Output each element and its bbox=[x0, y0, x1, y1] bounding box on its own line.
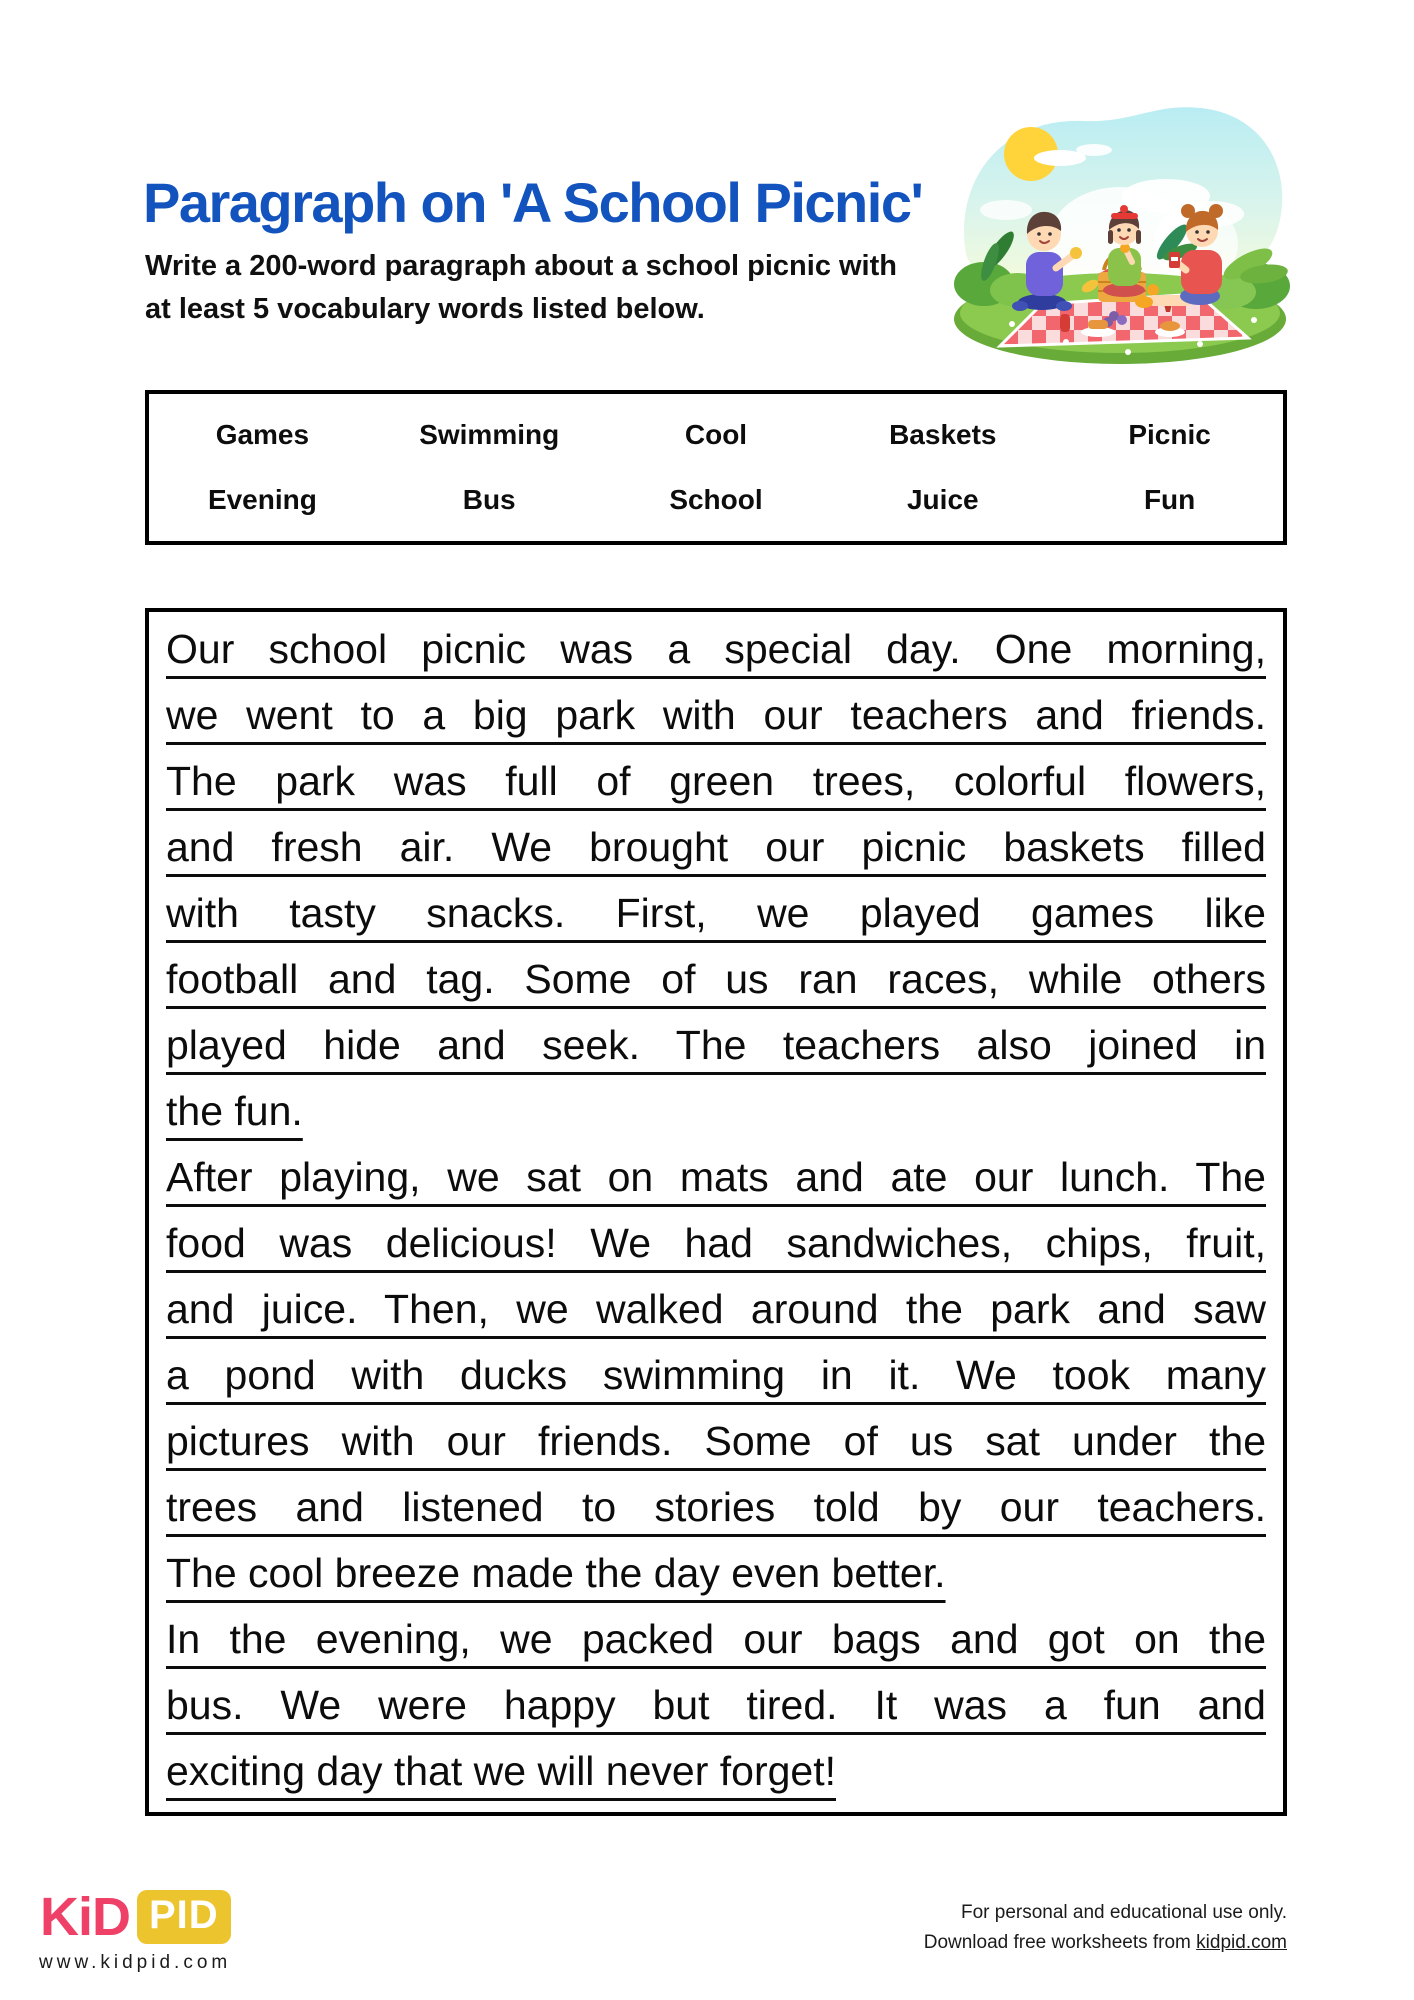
essay-line: In the evening, we packed our bags and got on the bbox=[166, 1616, 1266, 1662]
essay-line: the fun. bbox=[166, 1088, 303, 1134]
page-title: Paragraph on 'A School Picnic' bbox=[143, 171, 923, 234]
kidpid-logo-pid: PID bbox=[137, 1890, 231, 1944]
kids-picnic-illustration bbox=[948, 92, 1296, 364]
essay-line: and fresh air. We brought our picnic baskets filled bbox=[166, 824, 1266, 870]
essay-line: we went to a big park with our teachers and friends. bbox=[166, 692, 1266, 738]
vocab-word: Bus bbox=[462, 484, 516, 516]
kidpid-logo bbox=[40, 1886, 231, 1948]
vocab-word: Juice bbox=[906, 484, 979, 516]
essay-line: exciting day that we will never forget! bbox=[166, 1748, 836, 1794]
essay-box bbox=[145, 608, 1287, 1816]
essay-line: and juice. Then, we walked around the park and saw bbox=[166, 1286, 1266, 1332]
vocab-word: School bbox=[669, 484, 763, 516]
essay-line: The cool breeze made the day even better. bbox=[166, 1550, 946, 1596]
vocab-word: Fun bbox=[1143, 484, 1196, 516]
vocab-word: Evening bbox=[207, 484, 317, 516]
usage-note: For personal and educational use only. bbox=[960, 1902, 1287, 1923]
download-note bbox=[924, 1928, 1287, 1958]
kidpid-logo-kid: KiD bbox=[40, 1887, 130, 1947]
essay-line: a pond with ducks swimming in it. We took many bbox=[166, 1352, 1266, 1398]
vocabulary-box bbox=[145, 390, 1287, 545]
download-note-text: Download free worksheets from bbox=[923, 1932, 1197, 1953]
subtitle bbox=[145, 245, 905, 331]
essay-line: The park was full of green trees, colorful flowers, bbox=[166, 758, 1266, 804]
vocab-word: Games bbox=[215, 418, 310, 450]
essay-line: football and tag. Some of us ran races, while others bbox=[166, 956, 1266, 1002]
footer-note bbox=[924, 1898, 1287, 1958]
essay-line: trees and listened to stories told by our teachers. bbox=[166, 1484, 1266, 1530]
subtitle-line-2: at least 5 vocabulary words listed below. bbox=[145, 293, 705, 325]
essay-line: bus. We were happy but tired. It was a fun and bbox=[166, 1682, 1266, 1728]
essay-line: pictures with our friends. Some of us sat under the bbox=[166, 1418, 1266, 1464]
essay-line: food was delicious! We had sandwiches, chips, fruit, bbox=[166, 1220, 1266, 1266]
essay-line: After playing, we sat on mats and ate our lunch. The bbox=[166, 1154, 1266, 1200]
vocab-word: Picnic bbox=[1128, 418, 1211, 450]
vocab-word: Baskets bbox=[889, 418, 997, 450]
subtitle-line-1: Write a 200-word paragraph about a school picnic with bbox=[145, 250, 897, 282]
essay-line: with tasty snacks. First, we played games like bbox=[166, 890, 1266, 936]
kidpid-link[interactable]: kidpid.com bbox=[1196, 1932, 1287, 1953]
website-url: www.kidpid.com bbox=[39, 1952, 232, 1973]
vocab-word: Cool bbox=[684, 418, 748, 450]
essay-line: played hide and seek. The teachers also joined in bbox=[166, 1022, 1266, 1068]
essay-line: Our school picnic was a special day. One morning, bbox=[166, 626, 1266, 672]
vocab-word: Swimming bbox=[419, 418, 560, 450]
